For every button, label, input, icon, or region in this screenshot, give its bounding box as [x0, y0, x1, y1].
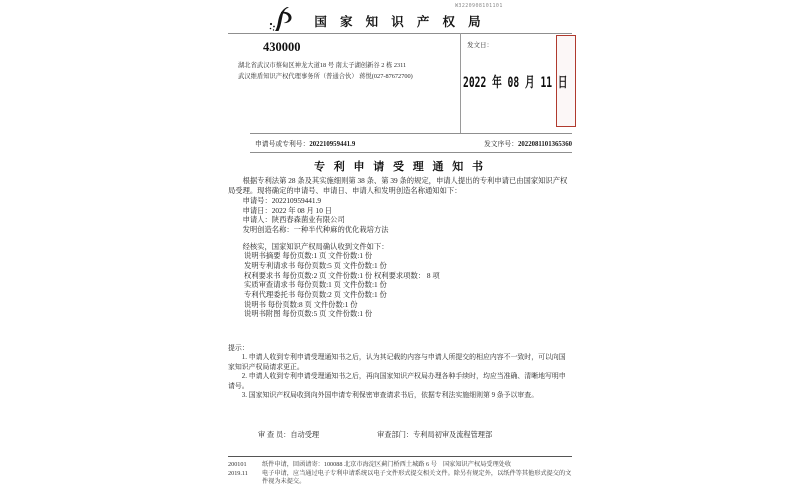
received-document-item: 发明专利请求书 每份页数:5 页 文件份数:1 份 [244, 260, 387, 270]
application-number-value: 202210959441.9 [309, 141, 356, 148]
received-document-item: 说明书 每份页数:8 页 文件份数:1 份 [244, 299, 358, 309]
header-divider [228, 33, 572, 34]
notes-title: 提示： [228, 345, 249, 352]
intro-paragraph: 根据专利法第 28 条及其实施细则第 38 条、第 39 条的规定，申请人提出的专利申请已由国家知识产权局受理。现将确定的申请号、申请日、申请人和发明创造名称通知如下： [228, 176, 568, 195]
field-line: 申请号：202210959441.9 [242, 196, 322, 206]
postal-code: 430000 [263, 40, 301, 54]
department-value: 专利局初审及流程管理部 [413, 431, 493, 439]
department-label: 审查部门： [377, 431, 414, 439]
notice-body [228, 176, 572, 319]
received-document-item: 说明书附图 每份页数:5 页 文件份数:1 份 [244, 309, 373, 319]
application-number-cell: 申请号或专利号：202210959441.9 [255, 141, 356, 148]
note-item: 3. 国家知识产权局收到向外国申请专利保密审查请求书后，依据专利法实施细则第 9 条予以审查。 [241, 392, 539, 400]
notice-page [225, 0, 575, 500]
form-code-column [228, 461, 262, 487]
footer-rule [228, 456, 572, 457]
recipient-address-line1: 湖北省武汉市蔡甸区神龙大道18 号 南太子湖创新谷 2 栋 2311 [238, 62, 407, 69]
agency-title: 国 家 知 识 产 权 局 [314, 15, 486, 29]
dispatch-serial-value: 2022081101365360 [518, 141, 572, 148]
field-line: 发明创造名称：一种半代种麻的优化栽培方法 [242, 224, 389, 234]
address-date-divider [460, 33, 461, 133]
received-document-item: 专利代理委托书 每份页数:2 页 文件份数:1 份 [244, 289, 387, 299]
appno-top-rule [250, 133, 572, 134]
examiner-line [258, 430, 572, 440]
dispatch-serial-cell: 发文序号：2022081101365360 [484, 141, 572, 148]
footer-instructions [262, 461, 572, 487]
confirmation-line: 经核实，国家知识产权局确认收到文件如下： [242, 241, 389, 251]
red-seal-box [556, 35, 576, 127]
note-item: 1. 申请人收到专利申请受理通知书之后，认为其记载的内容与申请人所提交的相应内容不一致时，可以向国家知识产权局请求更正。 [228, 354, 566, 371]
field-list [228, 196, 572, 234]
field-line: 申请人：陕西春森菌业有限公司 [242, 215, 345, 225]
form-version: 2019.11 [228, 469, 248, 477]
application-number-row [255, 138, 572, 148]
note-item: 2. 申请人收到专利申请受理通知书之后，再向国家知识产权局办理各种手续时，均应当准确、清晰地写明申请号。 [228, 373, 566, 390]
recipient-agency-line: 武汉维盾知识产权代理事务所（普通合伙） 蒋悦(027-87672700) [238, 73, 413, 80]
appno-bottom-rule [250, 152, 572, 153]
form-code: 200101 [228, 461, 247, 468]
footer-efiling-instruction: 电子申请，应当通过电子专利申请系统以电子文件形式提交相关文件。除另有规定外，以纸件等其他形式提交的文件视为未提交。 [262, 469, 572, 486]
footer [228, 461, 572, 487]
footer-paper-instruction: 纸件申请，回函请寄：100088 北京市海淀区蓟门桥西土城路 6 号 国家知识产权局受理处收 [262, 461, 512, 468]
document-barcode-number: W3220908101101 [455, 3, 503, 9]
notes-section [228, 344, 572, 400]
notes-list [228, 353, 572, 400]
dispatch-date-stamp: 2022 年 08 月 11 日 [463, 74, 568, 91]
dispatch-date-label: 发文日： [467, 42, 493, 49]
examiner-label: 审 查 员： [258, 431, 291, 439]
examiner-value: 自动受理 [290, 431, 320, 439]
received-document-item: 说明书摘要 每份页数:1 页 文件份数:1 份 [244, 251, 373, 261]
notice-title: 专 利 申 请 受 理 通 知 书 [314, 161, 486, 173]
field-line: 申请日：2022 年 08 月 10 日 [242, 205, 332, 215]
received-document-item: 实质审查请求书 每份页数:1 页 文件份数:1 份 [244, 280, 387, 290]
received-document-item: 权利要求书 每份页数:2 页 文件份数:1 份 权利要求项数： 8 项 [244, 270, 440, 280]
received-document-list [228, 251, 572, 319]
